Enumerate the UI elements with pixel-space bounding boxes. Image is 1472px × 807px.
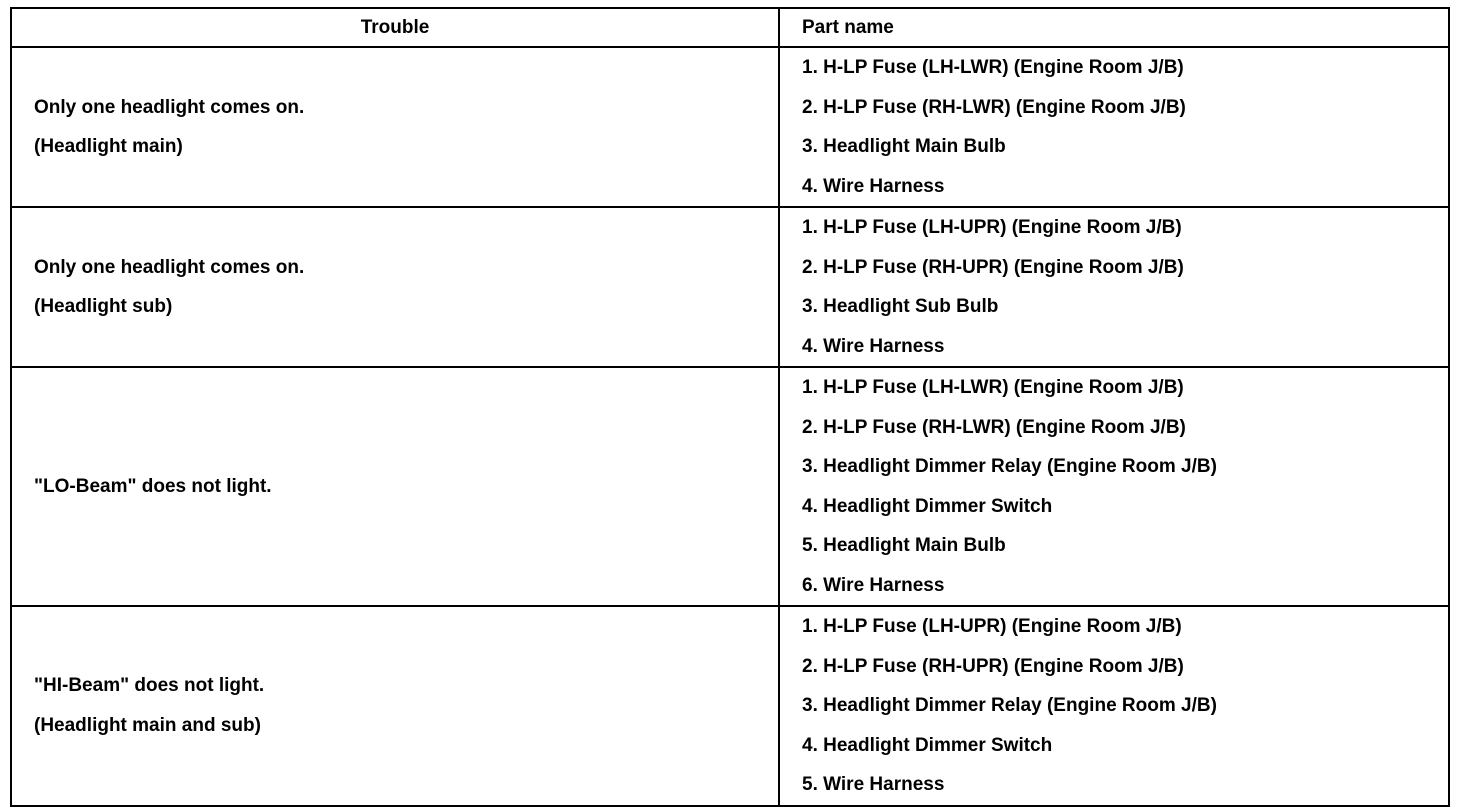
part-item: 6. Wire Harness — [802, 574, 945, 596]
header-row — [11, 8, 1449, 47]
part-item: 1. H-LP Fuse (LH-UPR) (Engine Room J/B) — [802, 616, 1182, 637]
part-item: 3. Headlight Dimmer Relay (Engine Room J/B) — [802, 695, 1217, 716]
part-item: 3. Headlight Dimmer Relay (Engine Room J/B) — [802, 456, 1217, 477]
part-item: 1. H-LP Fuse (LH-UPR) (Engine Room J/B) — [802, 217, 1182, 238]
trouble-cell — [11, 606, 779, 806]
trouble-cell — [11, 47, 779, 207]
part-item: 3. Headlight Sub Bulb — [802, 296, 999, 317]
trouble-text: Only one headlight comes on. — [34, 256, 305, 278]
part-list-cell — [779, 207, 1449, 367]
trouble-text: (Headlight sub) — [34, 296, 173, 317]
part-item: 2. H-LP Fuse (RH-LWR) (Engine Room J/B) — [802, 416, 1186, 438]
part-list-cell — [779, 367, 1449, 606]
table-body — [11, 47, 1449, 806]
part-item: 4. Wire Harness — [802, 335, 945, 357]
part-list-cell — [779, 47, 1449, 207]
trouble-text: "HI-Beam" does not light. — [34, 675, 265, 697]
part-item: 1. H-LP Fuse (LH-LWR) (Engine Room J/B) — [802, 57, 1184, 78]
part-item: 3. Headlight Main Bulb — [802, 136, 1006, 157]
part-item: 1. H-LP Fuse (LH-LWR) (Engine Room J/B) — [802, 377, 1184, 398]
part-item: 4. Headlight Dimmer Switch — [802, 734, 1053, 756]
trouble-cell — [11, 207, 779, 367]
trouble-text: "LO-Beam" does not light. — [34, 475, 272, 497]
table-row — [11, 47, 1449, 207]
trouble-text: (Headlight main) — [34, 136, 183, 157]
table-row — [11, 207, 1449, 367]
part-item: 2. H-LP Fuse (RH-UPR) (Engine Room J/B) — [802, 256, 1184, 278]
troubleshooting-table — [10, 7, 1450, 807]
trouble-text: (Headlight main and sub) — [34, 714, 261, 736]
part-item: 2. H-LP Fuse (RH-UPR) (Engine Room J/B) — [802, 655, 1184, 677]
trouble-text: Only one headlight comes on. — [34, 96, 305, 118]
trouble-column-header: Trouble — [11, 8, 779, 47]
part-name-column-header: Part name — [779, 8, 1449, 47]
part-list-cell — [779, 606, 1449, 806]
table-row — [11, 606, 1449, 806]
table-row — [11, 367, 1449, 606]
part-item: 2. H-LP Fuse (RH-LWR) (Engine Room J/B) — [802, 96, 1186, 118]
part-item: 4. Headlight Dimmer Switch — [802, 495, 1053, 517]
part-item: 4. Wire Harness — [802, 175, 945, 197]
trouble-cell — [11, 367, 779, 606]
part-item: 5. Wire Harness — [802, 774, 945, 795]
part-item: 5. Headlight Main Bulb — [802, 535, 1006, 556]
